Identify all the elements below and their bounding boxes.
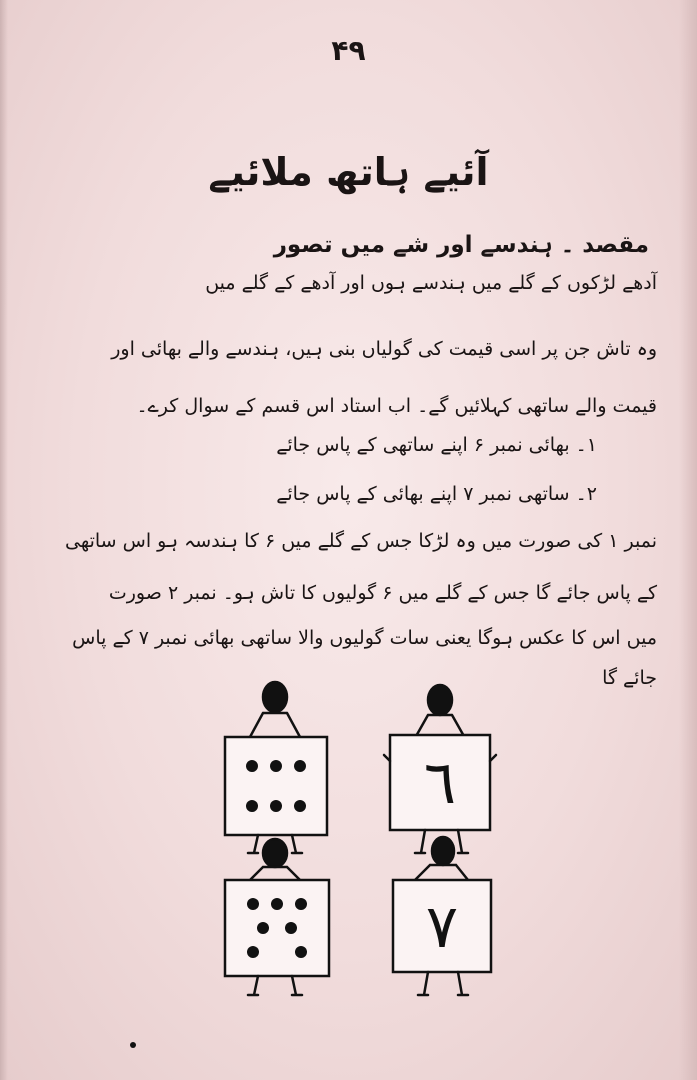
card-dot <box>270 800 282 812</box>
paragraph-line: وہ تاش جن پر اسی قیمت کی گولیاں بنی ہیں، ہندسے والے بھائی اور <box>111 338 657 360</box>
card-digit-six: ٦ <box>423 748 457 818</box>
paragraph-line: نمبر ۱ کی صورت میں وہ لڑکا جس کے گلے میں ۶ کا ہندسہ ہو اس ساتھی <box>65 530 657 552</box>
paragraph-line: میں اس کا عکس ہوگا یعنی سات گولیوں والا ساتھی بھائی نمبر ۷ کے پاس <box>72 627 657 649</box>
card-dot <box>294 800 306 812</box>
paragraph-line: قیمت والے ساتھی کہلائیں گے۔ اب استاد اس قسم کے سوال کرے۔ <box>136 395 657 417</box>
children-cards-illustration <box>200 675 510 1005</box>
paragraph-line: آدھے لڑکوں کے گلے میں ہندسے ہوں اور آدھے کے گلے میں <box>205 272 657 294</box>
child-with-dot-card-bottom <box>225 839 329 995</box>
card-dot <box>257 922 269 934</box>
paragraph-line: جائے گا <box>602 667 657 689</box>
question-item-2: ۲۔ ساتھی نمبر ۷ اپنے بھائی کے پاس جائے <box>276 483 597 505</box>
card-dot <box>246 760 258 772</box>
card-dot <box>270 760 282 772</box>
paragraph-line: کے پاس جائے گا جس کے گلے میں ۶ گولیوں کا تاش ہو۔ نمبر ۲ صورت <box>108 582 657 604</box>
question-item-1: ۱۔ بھائی نمبر ۶ اپنے ساتھی کے پاس جائے <box>276 434 597 456</box>
card-dot <box>294 760 306 772</box>
card-dot <box>247 946 259 958</box>
card-dot <box>285 922 297 934</box>
card-dot <box>246 800 258 812</box>
card-dot <box>295 946 307 958</box>
card-dot <box>271 898 283 910</box>
card-dot <box>247 898 259 910</box>
page-title: آئیے ہاتھ ملائیے <box>208 150 489 194</box>
ink-speck <box>130 1042 136 1048</box>
card-digit-seven: ٧ <box>425 892 459 962</box>
page-number: ۴۹ <box>331 34 366 67</box>
objective-heading: مقصد ۔ ہندسے اور شے میں تصور <box>273 232 649 258</box>
card-dot <box>295 898 307 910</box>
